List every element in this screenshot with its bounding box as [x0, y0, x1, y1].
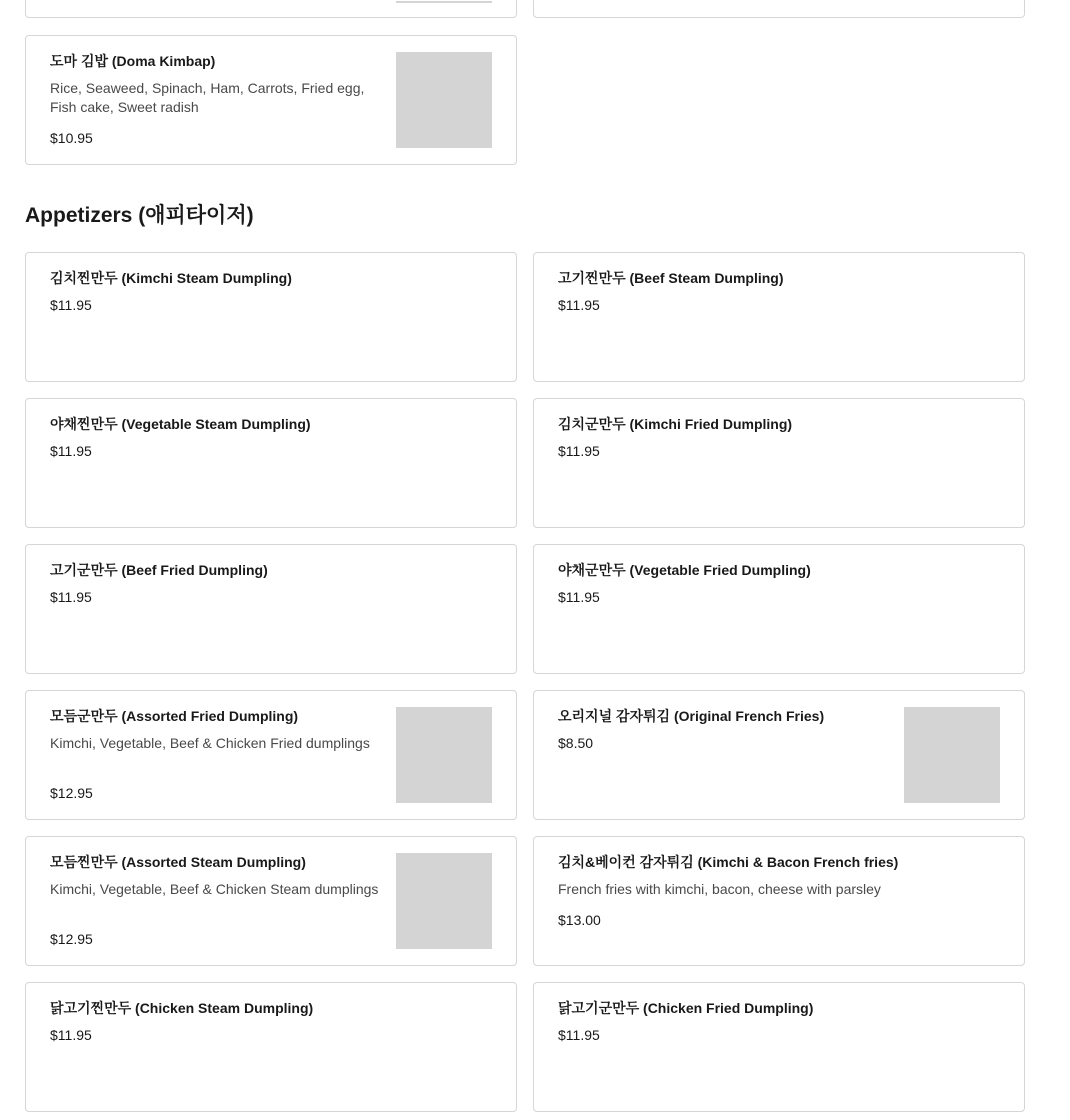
menu-item-name: 오리지널 감자튀김 (Original French Fries): [558, 708, 825, 724]
menu-item-card-partial[interactable]: [533, 0, 1025, 18]
menu-item-card[interactable]: [25, 35, 517, 165]
menu-item-name: 닭고기찐만두 (Chicken Steam Dumpling): [50, 1000, 314, 1016]
menu-item-name: 김치&베이컨 감자튀김 (Kimchi & Bacon French fries): [558, 854, 899, 870]
menu-item-price: $12.95: [50, 785, 93, 801]
menu-item-price: $10.95: [50, 130, 93, 146]
menu-item-image: [396, 707, 492, 803]
menu-item-card[interactable]: [533, 398, 1025, 528]
menu-item-card-partial[interactable]: [25, 0, 517, 18]
menu-item-price: $11.95: [50, 297, 92, 313]
section-title-appetizers: Appetizers (애피타이저): [25, 204, 254, 227]
menu-item-name: 모듬찐만두 (Assorted Steam Dumpling): [50, 854, 306, 870]
menu-item-name: 고기군만두 (Beef Fried Dumpling): [50, 562, 268, 578]
menu-item-image: [396, 52, 492, 148]
menu-item-price: $11.95: [558, 589, 600, 605]
menu-item-price: $12.95: [50, 931, 93, 947]
menu-item-price: $11.95: [50, 589, 92, 605]
menu-item-card[interactable]: [25, 690, 517, 820]
menu-item-name: 김치찐만두 (Kimchi Steam Dumpling): [50, 270, 292, 286]
menu-item-description: French fries with kimchi, bacon, cheese with parsley: [558, 881, 881, 897]
menu-item-name: 김치군만두 (Kimchi Fried Dumpling): [558, 416, 793, 432]
menu-item-description: Kimchi, Vegetable, Beef & Chicken Steam dumplings: [50, 881, 379, 897]
menu-item-name: 모듬군만두 (Assorted Fried Dumpling): [50, 708, 299, 724]
menu-item-image: [904, 707, 1000, 803]
menu-item-name: 도마 김밥 (Doma Kimbap): [50, 53, 216, 69]
menu-item-price: $11.95: [50, 443, 92, 459]
menu-item-card[interactable]: [533, 252, 1025, 382]
menu-item-name: 닭고기군만두 (Chicken Fried Dumpling): [558, 1000, 814, 1016]
menu-item-card[interactable]: [25, 544, 517, 674]
menu-item-description: Rice, Seaweed, Spinach, Ham, Carrots, Fried egg, Fish cake, Sweet radish: [50, 80, 365, 115]
menu-item-price: $8.50: [558, 735, 594, 751]
menu-item-card[interactable]: [25, 982, 517, 1112]
menu-item-price: $11.95: [558, 1027, 600, 1043]
menu-item-card[interactable]: [533, 836, 1025, 966]
menu-item-price: $11.95: [50, 1027, 92, 1043]
menu-item-card[interactable]: [533, 544, 1025, 674]
menu-item-image: [396, 1, 492, 3]
menu-item-price: $11.95: [558, 443, 600, 459]
menu-item-card[interactable]: [25, 398, 517, 528]
menu-item-price: $11.95: [558, 297, 600, 313]
menu-item-image: [396, 853, 492, 949]
menu-item-price: $13.00: [558, 912, 601, 928]
menu-item-card[interactable]: [25, 836, 517, 966]
menu-item-name: 고기찐만두 (Beef Steam Dumpling): [558, 270, 784, 286]
menu-item-card[interactable]: [25, 252, 517, 382]
menu-item-name: 야채찐만두 (Vegetable Steam Dumpling): [50, 416, 311, 432]
menu-item-card[interactable]: [533, 690, 1025, 820]
menu-item-card[interactable]: [533, 982, 1025, 1112]
menu-item-name: 야채군만두 (Vegetable Fried Dumpling): [558, 562, 811, 578]
menu-item-description: Kimchi, Vegetable, Beef & Chicken Fried dumplings: [50, 735, 370, 751]
